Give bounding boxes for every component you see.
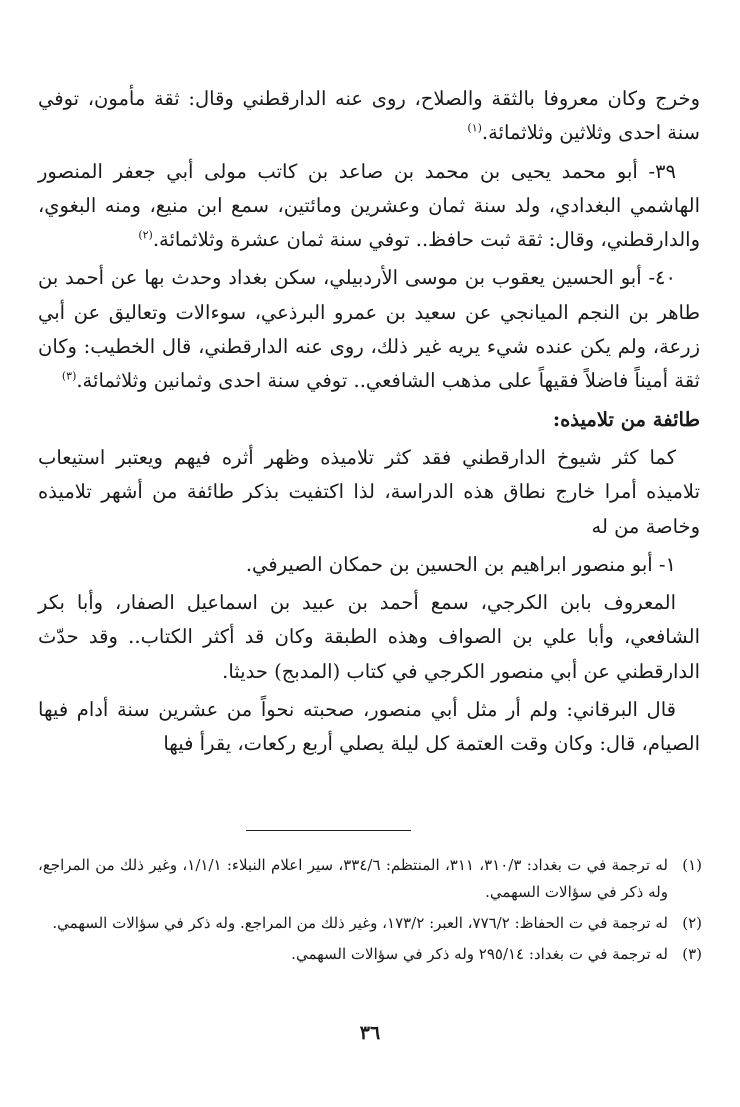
paragraph: قال البرقاني: ولم أر مثل أبي منصور، صحبته نحواً من عشرين سنة أدام فيها الصيام، قال: وكان وقت العتمة كل ليلة يصلي أربع ركعات، يقرأ فيها xyxy=(38,698,700,756)
footnotes xyxy=(38,852,702,972)
paragraph: كما كثر شيوخ الدارقطني فقد كثر تلاميذه وظهر أثره فيهم ويعتبر استيعاب تلاميذه أمرا خارج نطاق هذه الدراسة، لذا اكتفيت بذكر طائفة من أشهر تلاميذه وخاصة من له xyxy=(38,445,700,538)
paragraph-text: ٤٠- أبو الحسين يعقوب بن موسى الأردبيلي، سكن بغداد وحدث بها عن أحمد بن طاهر بن النجم الميانجي عن سعيد بن عمرو البرذعي، سوءالات وتعاليق عن أبي زرعة، ولم يكن عنده شيء يريه غير ذلك، روى عنه الدارقطني، قال الخطيب: وكان ثقة أميناً فاضلاً فقيهاً على مذهب الشافعي.. توفي سنة احدى وثمانين وثلاثمائة. xyxy=(38,266,700,393)
footnote xyxy=(38,852,702,906)
paragraph: المعروف بابن الكرجي، سمع أحمد بن عبيد بن اسماعيل الصفار، وأبا بكر الشافعي، وأبا علي بن الصواف وهذه الطبقة وكان قد أكثر الكتاب.. وقد حدّث الدارقطني عن أبي منصور الكرجي في كتاب (المدبج) حديثا. xyxy=(38,591,700,683)
paragraph xyxy=(38,261,700,398)
footnote-marker: (٣) xyxy=(61,369,77,383)
footnote-marker: (٢) xyxy=(138,228,153,242)
footnote-divider xyxy=(246,830,411,831)
footnote-text: له ترجمة في ت الحفاظ: ٧٧٦/٢، العبر: ١٧٣/٢، وغير ذلك من المراجع. وله ذكر في سؤالات السهمي. xyxy=(52,914,668,932)
paragraph: ١- أبو منصور ابراهيم بن الحسين بن حمكان الصيرفي. xyxy=(245,552,676,576)
paragraph xyxy=(38,82,700,151)
footnote-number: (١) xyxy=(682,856,702,874)
footnote xyxy=(38,941,702,968)
footnote-text: له ترجمة في ت بغداد: ٣١٠/٣، ٣١١، المنتظم: ٣٣٤/٦، سير اعلام النبلاء: ١/١/١، وغير ذلك من المراجع، وله ذكر في سؤالات السهمي. xyxy=(38,856,668,901)
page-number: ٣٦ xyxy=(359,1022,381,1044)
footnote-text: له ترجمة في ت بغداد: ٢٩٥/١٤ وله ذكر في سؤالات السهمي. xyxy=(291,945,668,963)
footnote-number: (٣) xyxy=(682,945,702,963)
footnote-number: (٢) xyxy=(682,914,702,932)
paragraph-text: وخرج وكان معروفا بالثقة والصلاح، روى عنه الدارقطني وقال: ثقة مأمون، توفي سنة احدى وثلاثين وثلاثمائة. xyxy=(38,87,700,145)
paragraph xyxy=(38,155,700,258)
paragraph-text: ٣٩- أبو محمد يحيى بن محمد بن صاعد بن كاتب مولى أبي جعفر المنصور الهاشمي البغدادي، ولد سنة ثمان وعشرين ومائتين، سمع ابن منيع، ومنه البغوي، والدارقطني، وقال: ثقة ثبت حافظ.. توفي سنة ثمان عشرة وثلاثمائة. xyxy=(38,159,700,252)
main-text xyxy=(38,82,700,766)
footnote-marker: (١) xyxy=(467,121,482,135)
section-heading: طائفة من تلاميذه: xyxy=(552,407,700,431)
footnote xyxy=(38,910,702,937)
